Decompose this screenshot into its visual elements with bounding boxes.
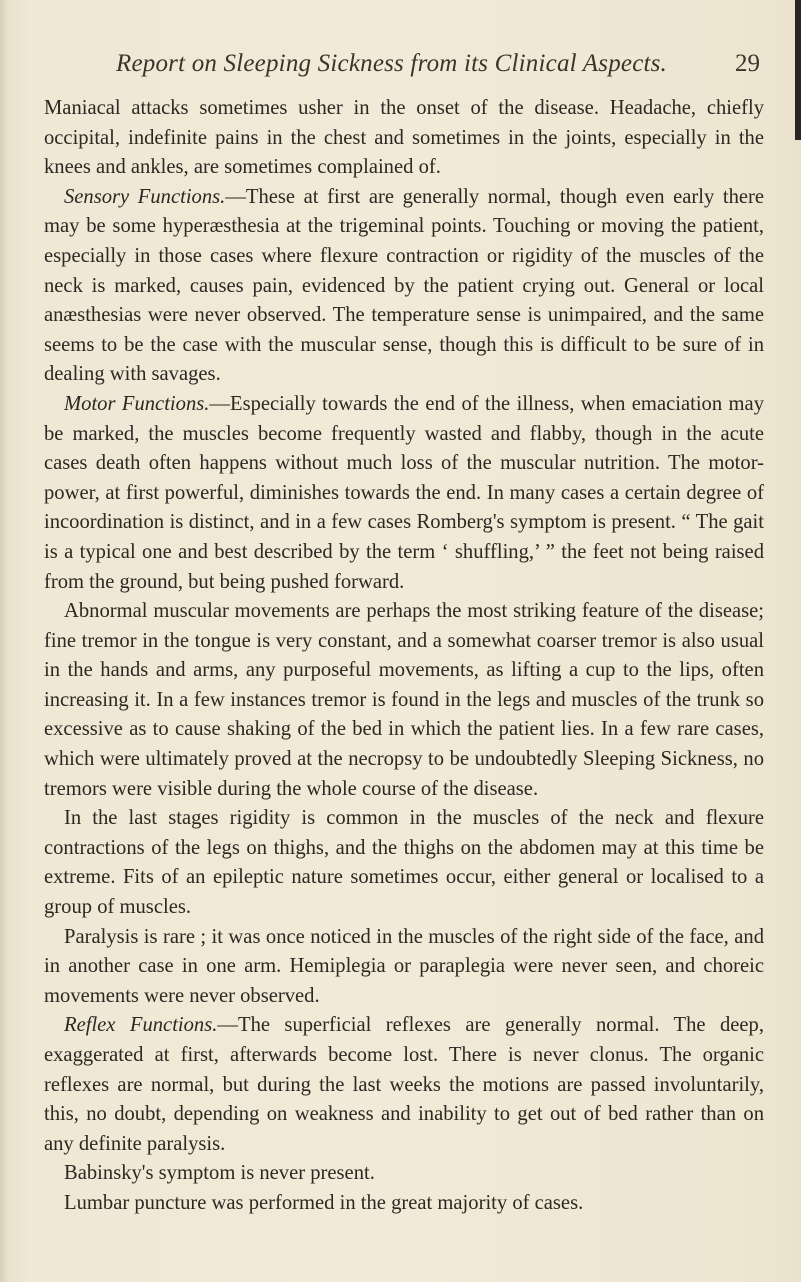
paragraph-abnormal-movements xyxy=(44,597,764,804)
paragraph-lumbar-puncture xyxy=(44,1189,764,1219)
section-heading-motor: Motor Functions. xyxy=(64,392,210,415)
paragraph-text: Abnormal muscular movements are perhaps the most striking feature of the disease; fine tremor in the tongue is very constant, and a somewhat coarser tremor is also usual in the hands and arms, any purposeful movements, as lifting a cup to the lips, often increasing it. In a few instances tremor is found in the legs and muscles of the trunk so excessive as to cause shaking of the bed in which the patient lies. In a few rare cases, which were ultimately proved at the necropsy to be undoubtedly Sleeping Sickness, no tremors were visible during the whole course of the disease. xyxy=(44,600,764,800)
section-heading-sensory: Sensory Functions. xyxy=(64,185,226,208)
paragraph-paralysis xyxy=(44,923,764,1012)
paragraph-text: —These at first are generally normal, though even early there may be some hyperæsthesia at the trigeminal points. Touching or moving the patient, especially in those cases where flexure contraction or rigidity of the muscles of the neck is marked, causes pain, evidenced by the patient crying out. General or local anæsthesias were never observed. The temperature sense is unimpaired, and the same seems to be the case with the muscular sense, though this is difficult to be sure of in dealing with savages. xyxy=(44,185,765,386)
page-edge-shadow xyxy=(0,0,8,1282)
paragraph-text: Maniacal attacks sometimes usher in the onset of the disease. Headache, chiefly occipital, indefinite pains in the chest and sometimes in the joints, especially in the knees and ankles, are sometimes complained of. xyxy=(44,97,764,179)
paragraph-reflex-functions xyxy=(44,1011,764,1159)
paragraph-babinsky xyxy=(44,1159,764,1189)
paragraph-text: —Especially towards the end of the illness, when emaciation may be marked, the muscles become frequently wasted and flabby, though in the acute cases death often happens without much loss of the muscular nutrition. The motor-power, at first powerful, diminishes towards the end. In many cases a certain degree of incoordination is distinct, and in a few cases Romberg's symptom is present. “ The gait is a typical one and best described by the term ‘ shuffling,’ ” the feet not being raised from the ground, but being pushed forward. xyxy=(44,392,764,593)
paragraph-maniacal-attacks xyxy=(44,94,764,183)
paragraph-text: Babinsky's symptom is never present. xyxy=(64,1162,375,1185)
page-number: 29 xyxy=(735,50,760,77)
section-heading-reflex: Reflex Functions. xyxy=(64,1014,218,1037)
page-header xyxy=(100,50,760,90)
paragraph-text: In the last stages rigidity is common in the muscles of the neck and flexure contractions of the legs on thighs, and the thighs on the abdomen may at this time be extreme. Fits of an epileptic nature sometimes occur, either general or localised to a group of muscles. xyxy=(44,807,764,919)
paragraph-text: Lumbar puncture was performed in the great majority of cases. xyxy=(64,1191,584,1214)
paragraph-text: —The superficial reflexes are generally normal. The deep, exaggerated at first, afterwards become lost. There is never clonus. The organic reflexes are normal, but during the last weeks the motions are passed involuntarily, this, no doubt, depending on weakness and inability to get out of bed rather than on any definite paralysis. xyxy=(44,1014,764,1155)
running-title: Report on Sleeping Sickness from its Clinical Aspects. xyxy=(116,50,668,77)
paragraph-sensory-functions xyxy=(44,183,764,390)
paragraph-motor-functions xyxy=(44,390,764,597)
page-edge-dark xyxy=(795,0,801,140)
paragraph-last-stages xyxy=(44,804,764,922)
paragraph-text: Paralysis is rare ; it was once noticed in the muscles of the right side of the face, and in another case in one arm. Hemiplegia or paraplegia were never seen, and choreic movements were never observed. xyxy=(44,925,764,1007)
body-text xyxy=(44,94,764,1219)
